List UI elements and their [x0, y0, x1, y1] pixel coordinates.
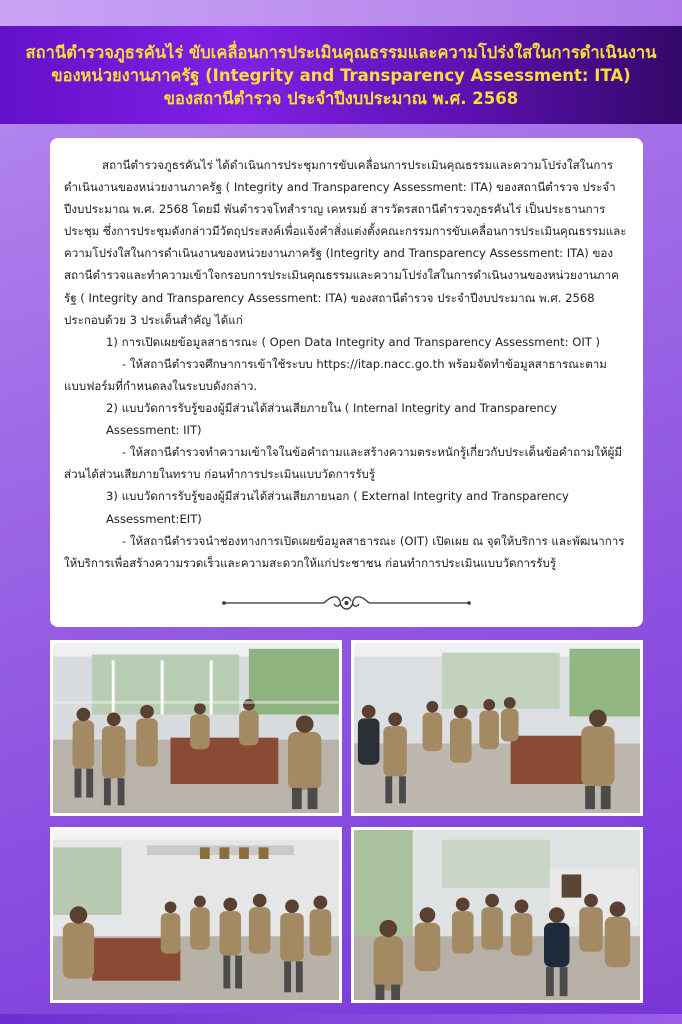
meeting-photo-2 — [351, 640, 643, 816]
bottom-decorative-strip — [0, 1014, 682, 1024]
document-body — [64, 154, 629, 574]
document-card — [50, 138, 643, 627]
meeting-photo-3 — [50, 827, 342, 1003]
item-1-detail: - ให้สถานีตำรวจศึกษาการเข้าใช้ระบบ https://itap.nacc.go.th พร้อมจัดทำข้อมูลสาธารณะตามแบบฟอร์มที่กำหนดลงในระบบดังกล่าว. — [64, 356, 607, 393]
item-2-title: 2) แบบวัดการรับรู้ของผู้มีส่วนได้ส่วนเสียภายใน ( Internal Integrity and Transparency Assessment: IIT) — [106, 401, 558, 438]
title-banner — [0, 26, 682, 124]
top-decorative-strip — [0, 0, 682, 26]
intro-paragraph: สถานีตำรวจภูธรคันไร่ ได้ดำเนินการประชุมการขับเคลื่อนการประเมินคุณธรรมและความโปร่งใสในการดำเนินงานของหน่วยงานภาครัฐ ( Integrity and Transparency Assessment: ITA) ของสถานีตำรวจ ประจำปีงบประมาณ พ.ศ. 2568 โดยมี พันตำรวจโทสำราญ เคหรมย์ สารวัตรสถานีตำรวจภูธรคันไร่ เป็นประธานการประชุม ซึ่งการประชุมดังกล่าวมีวัตถุประสงค์เพื่อแจ้งคำสั่งแต่งตั้งคณะกรรมการขับเคลื่อนการประเมินคุณธรรมและความโปร่งใสในการดำเนินงานของหน่วยงานภาครัฐ (Integrity and Transparency Assessment: ITA) ของสถานีตำรวจและทำความเข้าใจกรอบการประเมินคุณธรรมและความโปร่งใสในการดำเนินงานของหน่วยงานภาครัฐ ( Integrity and Transparency Assessment: ITA) ของสถานีตำรวจ ประจำปีงบประมาณ พ.ศ. 2568 ประกอบด้วย 3 ประเด็นสำคัญ ได้แก่ — [64, 158, 627, 327]
item-2-detail: - ให้สถานีตำรวจทำความเข้าใจในข้อคำถามและสร้างความตระหนักรู้เกี่ยวกับประเด็นข้อคำถามให้ผู้มีส่วนได้ส่วนเสียภายในทราบ ก่อนทำการประเมินแบบวัดการรับรู้ — [64, 445, 623, 482]
page-title-line-2: ของหน่วยงานภาครัฐ (Integrity and Transparency Assessment: ITA) — [51, 65, 631, 85]
page-title-line-3: ของสถานีตำรวจ ประจำปีงบประมาณ พ.ศ. 2568 — [163, 88, 519, 108]
item-1-title: 1) การเปิดเผยข้อมูลสาธารณะ ( Open Data Integrity and Transparency Assessment: OIT ) — [106, 334, 601, 349]
page-title-line-1: สถานีตำรวจภูธรคันไร่ ขับเคลื่อนการประเมินคุณธรรมและความโปร่งใสในการดำเนินงาน — [25, 42, 657, 62]
meeting-photo-4 — [351, 827, 643, 1003]
meeting-photo-1 — [50, 640, 342, 816]
ornamental-divider — [220, 592, 473, 614]
item-3-detail: - ให้สถานีตำรวจนำช่องทางการเปิดเผยข้อมูลสาธารณะ (OIT) เปิดเผย ณ จุดให้บริการ และพัฒนาการให้บริการเพื่อสร้างความรวดเร็วและความสะดวกให้แก่ประชาชน ก่อนทำการประเมินแบบวัดการรับรู้ — [64, 533, 625, 570]
item-3-title: 3) แบบวัดการรับรู้ของผู้มีส่วนได้ส่วนเสียภายนอก ( External Integrity and Transparency Assessment:EIT) — [106, 489, 569, 526]
